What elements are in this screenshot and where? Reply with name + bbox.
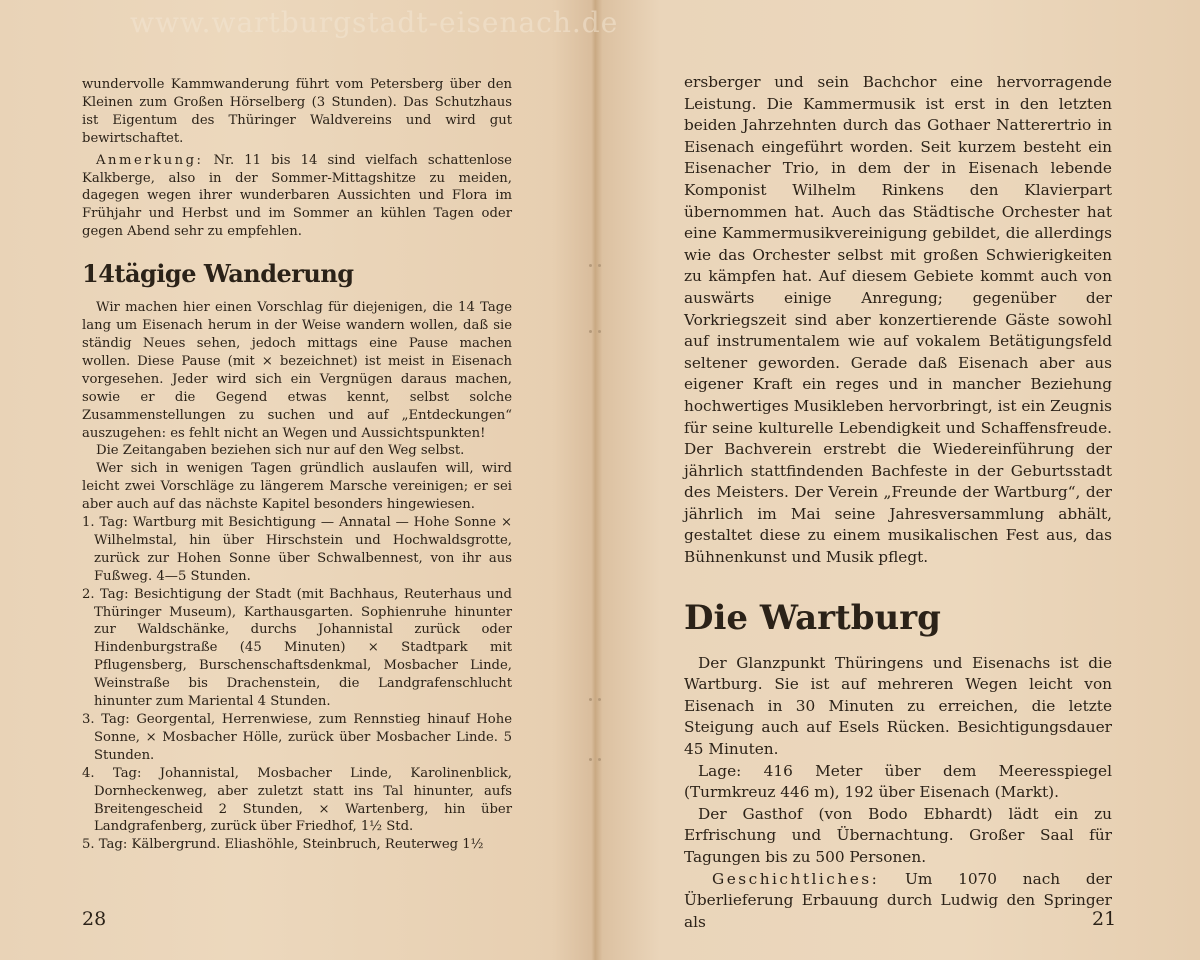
wanderung-paragraph-3: Wer sich in wenigen Tagen gründlich auslaufen will, wird leicht zwei Vorschläge zu längerem Marsche vereinigen; er sei aber auch auf das nächste Kapitel besonders hingewiesen. xyxy=(82,461,512,513)
history-paragraph xyxy=(684,869,1112,934)
wartburg-paragraph-2: Lage: 416 Meter über dem Meeresspiegel (Turmkreuz 446 m), 192 über Eisenach (Markt). xyxy=(684,761,1112,802)
wartburg-paragraph-3: Der Gasthof (von Bodo Ebhardt) lädt ein zu Erfrischung und Übernachtung. Großer Saal für Tagungen bis zu 500 Personen. xyxy=(684,804,1112,866)
day-item: 1. Tag: Wartburg mit Besichtigung — Annatal — Hohe Sonne × Wilhelmstal, hin über Hirschstein und Hochwaldsgrotte, zurück zur Hohen Sonne über Schwalbennest, von ihr aus Fußweg. 4—5 Stunden. xyxy=(82,515,512,584)
day-item: 5. Tag: Kälbergrund. Eliashöhle, Steinbruch, Reuterweg 1½ xyxy=(82,837,484,853)
note-paragraph xyxy=(82,152,512,242)
page-number-right: 21 xyxy=(1092,908,1117,930)
section-title-wartburg: Die Wartburg xyxy=(684,597,941,638)
history-text: Um 1070 nach der Überlieferung Erbauung durch Ludwig den Springer als xyxy=(684,869,1112,931)
left-intro-paragraph: wundervolle Kammwanderung führt vom Petersberg über den Kleinen zum Großen Hörselberg (3 Stunden). Das Schutzhaus ist Eigentum des Thüringer Waldvereins und wird gut bewirtschaftet. xyxy=(82,77,512,146)
day-list xyxy=(82,514,512,854)
left-page-text xyxy=(82,76,512,854)
day-item: 3. Tag: Georgental, Herrenwiese, zum Rennstieg hinauf Hohe Sonne, × Mosbacher Hölle, zurück über Mosbacher Linde. 5 Stunden. xyxy=(82,712,512,763)
day-item: 4. Tag: Johannistal, Mosbacher Linde, Karolinenblick, Dornheckenweg, aber zuletzt statt ins Tal hinunter, aufs Breitengescheid 2 Stunden, × Wartenberg, hin über Landgrafenberg, zurück über Friedhof, 1½ Std. xyxy=(82,765,512,835)
wanderung-paragraph-1: Wir machen hier einen Vorschlag für diejenigen, die 14 Tage lang um Eisenach herum in der Weise wandern wollen, daß sie ständig Neues sehen, jedoch mittags eine Pause machen wollen. Diese Pause (mit × bezeichnet) ist meist in Eisenach vorgesehen. Jeder wird sich ein Vergnügen daraus machen, sowie er die Gegend etwas kennt, selbst solche Zusammenstellungen zu suchen und auf „Entdeckungen“ auszugehen: es fehlt nicht an Wegen und Aussichtspunkten! xyxy=(82,300,512,441)
right-page xyxy=(598,0,1200,960)
section-title-wanderung: 14tägige Wanderung xyxy=(82,259,354,289)
day-item: 2. Tag: Besichtigung der Stadt (mit Bachhaus, Reuterhaus und Thüringer Museum), Karthausgarten. Sophienruhe hinunter zur Waldschänke, durchs Johannistal zurück oder Hindenburgstraße (45 Minuten) × Stadtpark mit Pflugensberg, Burschenschaftsdenkmal, Mosbacher Linde, Weinstraße bis Drachenstein, die Landgrafenschlucht hinunter zum Mariental 4 Stunden. xyxy=(82,586,512,710)
note-text: Nr. 11 bis 14 sind vielfach schattenlose Kalkberge, also in der Sommer-Mittagshitze zu meiden, dagegen wegen ihrer wunderbaren Aussichten und Flora im Frühjahr und Herbst und im Sommer an kühlen Tagen oder gegen Abend sehr zu empfehlen. xyxy=(82,152,512,240)
right-intro-paragraph: ersberger und sein Bachchor eine hervorragende Leistung. Die Kammermusik ist erst in den letzten beiden Jahrzehnten durch das Gothaer Natterertrio in Eisenach eingeführt worden. Seit kurzem besteht ein Eisenacher Trio, in dem der in Eisenach lebende Komponist Wilhelm Rinkens den Klavierpart übernommen hat. Auch das Städtische Orchester hat eine Kammermusikvereinigung gebildet, die allerdings wie das Orchester selbst mit großen Schwierigkeiten zu kämpfen hat. Auf diesem Gebiete kommt auch von auswärts einige Anregung; gegenüber der Vorkriegszeit sind aber konzertierende Gäste sowohl auf instrumentalem wie auf vokalem Betätigungsfeld seltener geworden. Gerade daß Eisenach aber aus eigener Kraft ein reges und in mancher Beziehung hochwertiges Musikleben hervorbringt, ist ein Zeugnis für seine kulturelle Lebendigkeit und Schaffensfreude. Der Bachverein erstrebt die Wiedereinführung der jährlich stattfindenden Bachfeste in der Geburtsstadt des Meisters. Der Verein „Freunde der Wartburg“, der jährlich im Mai seine Jahresversammlung abhält, gestaltet diese zu einem musikalischen Fest aus, das Bühnenkunst und Musik pflegt. xyxy=(684,73,1112,567)
wanderung-paragraph-2: Die Zeitangaben beziehen sich nur auf den Weg selbst. xyxy=(96,443,465,459)
wartburg-paragraph-1: Der Glanzpunkt Thüringens und Eisenachs ist die Wartburg. Sie ist auf mehreren Wegen leicht von Eisenach in 30 Minuten zu erreichen, die letzte Steigung auch auf Esels Rücken. Besichtigungsdauer 45 Minuten. xyxy=(684,653,1112,759)
left-page xyxy=(0,0,596,960)
history-label: Geschichtliches: xyxy=(712,869,880,888)
watermark: www.wartburgstadt-eisenach.de xyxy=(130,6,619,39)
page-number-left: 28 xyxy=(82,908,107,930)
note-label: Anmerkung: xyxy=(96,152,204,168)
right-page-text xyxy=(684,72,1112,933)
